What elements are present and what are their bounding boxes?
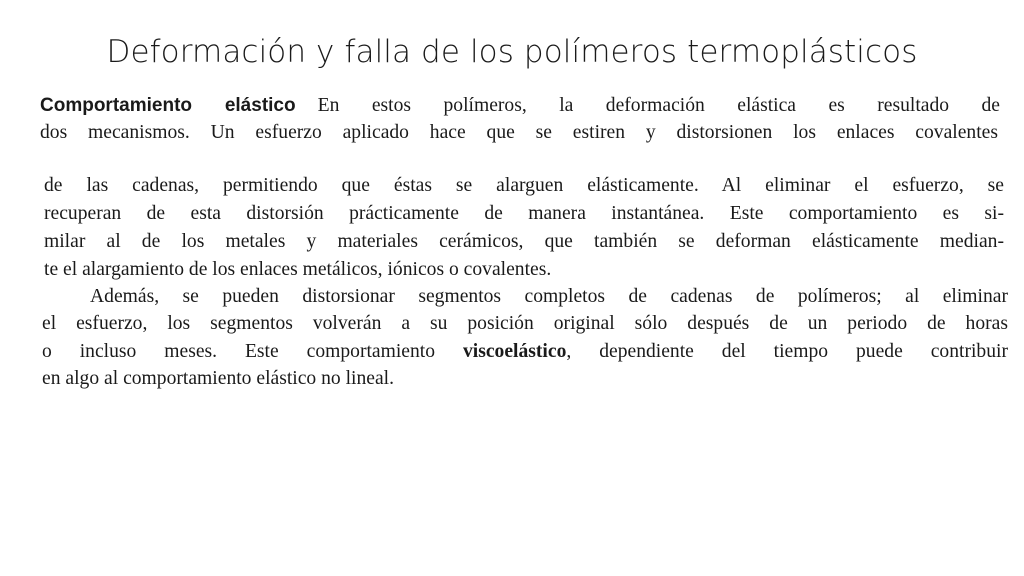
bold-term: viscoelástico xyxy=(462,341,567,362)
paragraph-start-line: Además, se pueden distorsionar segmentos completos de cadenas de polímeros; al eliminar xyxy=(90,286,1008,307)
excerpt-line: te el alargamiento de los enlaces metálicos, iónicos o covalentes. xyxy=(44,259,552,280)
excerpt-line-text: o incluso meses. Este comportamiento xyxy=(42,341,436,362)
excerpt-line: de las cadenas, permitiendo que éstas se alarguen elásticamente. Al eliminar el esfuerzo, se xyxy=(44,175,1004,196)
excerpt-line: el esfuerzo, los segmentos volverán a su posición original sólo después de un periodo de horas xyxy=(42,313,1008,334)
excerpt-line xyxy=(42,340,1008,364)
excerpt-line: en algo al comportamiento elástico no lineal. xyxy=(42,368,395,389)
excerpt-line: dos mecanismos. Un esfuerzo aplicado hace que se estiren y distorsionen los enlaces covalentes xyxy=(40,122,998,143)
excerpt-line: milar al de los metales y materiales cerámicos, que también se deforman elásticamente median- xyxy=(44,231,1004,252)
excerpt-line xyxy=(40,94,1000,118)
section-heading: Comportamiento elástico xyxy=(40,95,296,116)
excerpt-line: recuperan de esta distorsión prácticamente de manera instantánea. Este comportamiento es si- xyxy=(44,203,1004,224)
excerpt-line-text: En estos polímeros, la deformación elástica es resultado de xyxy=(317,95,1000,116)
slide-title: Deformación y falla de los polímeros termoplásticos xyxy=(106,34,918,70)
excerpt-line-tail: , dependiente del tiempo puede contribuir xyxy=(566,341,1008,362)
